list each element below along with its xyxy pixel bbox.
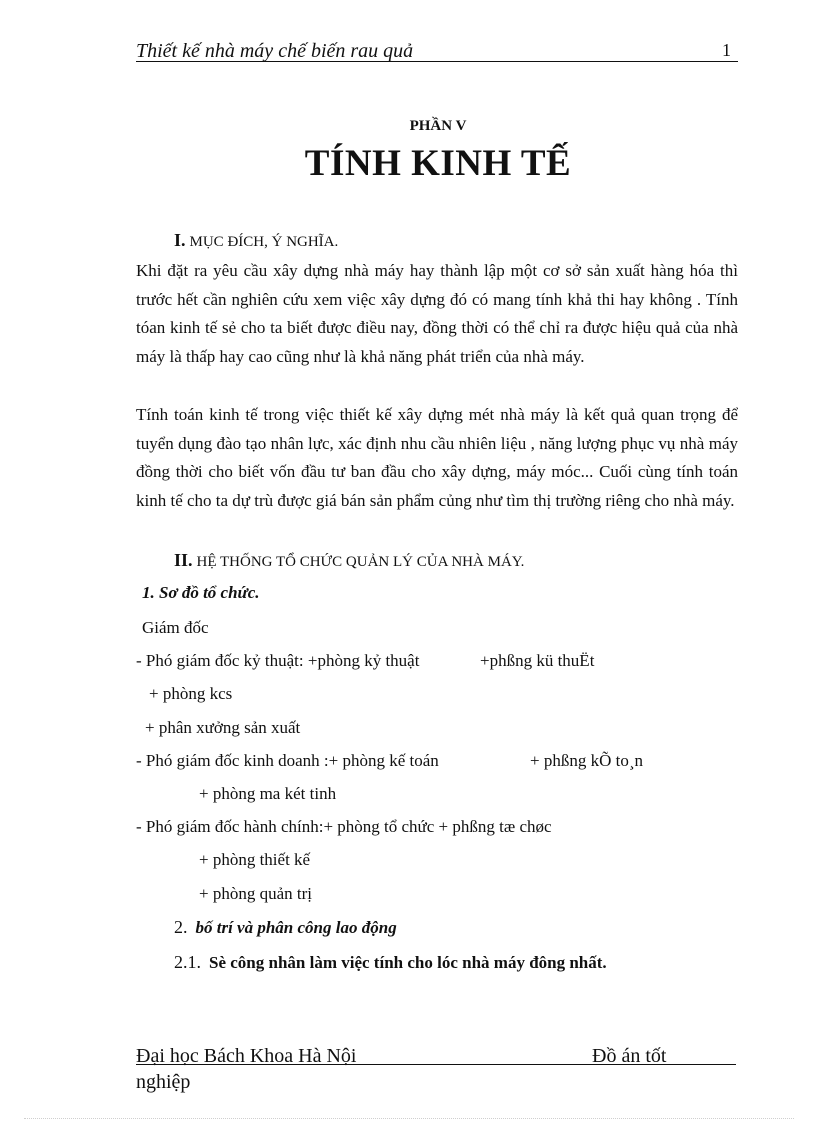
footer-university: Đại học Bách Khoa Hà Nội: [136, 1045, 357, 1067]
page-number: 1: [722, 40, 731, 60]
org-line-kcs: + phòng kcs: [149, 684, 233, 703]
org-line-design: + phòng thiết kế: [199, 850, 311, 869]
header-rule: [136, 61, 738, 62]
org-line-business-deputy-garbled: + phßng kÕ to¸n: [530, 751, 643, 770]
section-1-text: MỤC ĐÍCH, Ý NGHĨA.: [189, 234, 339, 250]
subsection-2-number: 2.: [174, 917, 188, 937]
subsection-2-title: bố trí và phân công lao động: [195, 918, 397, 937]
org-line-management: + phòng quản trị: [199, 884, 312, 903]
footer-rule: [136, 1064, 736, 1065]
footer-project: Đồ án tốt: [592, 1045, 667, 1067]
header-title: Thiết kế nhà máy chế biến rau quả: [136, 40, 414, 62]
part-label: PHẦN V: [409, 118, 467, 134]
subsection-org-chart-title: 1. Sơ đồ tổ chức.: [142, 583, 260, 602]
paragraph-purpose: Khi đặt ra yêu cầu xây dựng nhà máy hay thành lập một cơ sở sản xuất hàng hóa thì trước hết cần nghiên cứu xem việc xây dựng đó có mang tính khả thi hay không . Tính tóan kinh tế sẻ cho ta biết được điều nay, đồng thời có thể chỉ ra được hiệu quả của nhà máy là thấp hay cao cũng như là khả năng phát triển của nhà máy.: [136, 261, 738, 366]
paragraph-economics: Tính toán kinh tế trong việc thiết kế xây dựng mét nhà máy là kết quả quan trọng để tuyển dụng đào tạo nhân lực, xác định nhu cầu nhiên liệu , năng lượng phục vụ nhà máy đồng thời cho biết vốn đầu tư ban đầu cho xây dựng, máy móc... Cuối cùng tính toán kinh tế cho ta dự trù được giá bán sản phẩm củng như tìm thị trường riêng cho nhà máy.: [136, 405, 738, 510]
page-bottom-dotted-line: [24, 1118, 794, 1119]
subsection-labor-allocation: [174, 917, 397, 938]
org-line-tech-deputy: - Phó giám đốc kỷ thuật: +phòng kỷ thuật: [136, 651, 420, 670]
org-line-marketing: + phòng ma két tinh: [199, 784, 337, 803]
part-title: TÍNH KINH TẾ: [304, 143, 572, 184]
section-2-heading: [174, 550, 524, 571]
org-line-production: + phân xưởng sản xuất: [145, 718, 301, 737]
org-line-director: Giám đốc: [142, 618, 209, 637]
section-1-number: I.: [174, 230, 186, 250]
section-2-text: HỆ THỐNG TỔ CHỨC QUẢN LÝ CỦA NHÀ MÁY.: [196, 554, 525, 570]
subsection-2-1-number: 2.1.: [174, 952, 201, 972]
org-line-admin-deputy: - Phó giám đốc hành chính:+ phòng tổ chức + phßng tæ chøc: [136, 817, 552, 836]
section-2-number: II.: [174, 550, 193, 570]
subsection-2-1-title: Sè công nhân làm việc tính cho lóc nhà máy đông nhất.: [209, 953, 607, 972]
org-line-tech-deputy-garbled: +phßng kü thuËt: [480, 651, 595, 670]
section-1-heading: [174, 230, 338, 251]
org-line-business-deputy: - Phó giám đốc kinh doanh :+ phòng kế toán: [136, 751, 439, 770]
footer-continuation: nghiệp: [136, 1071, 191, 1093]
subsection-workers-count: [174, 952, 607, 973]
